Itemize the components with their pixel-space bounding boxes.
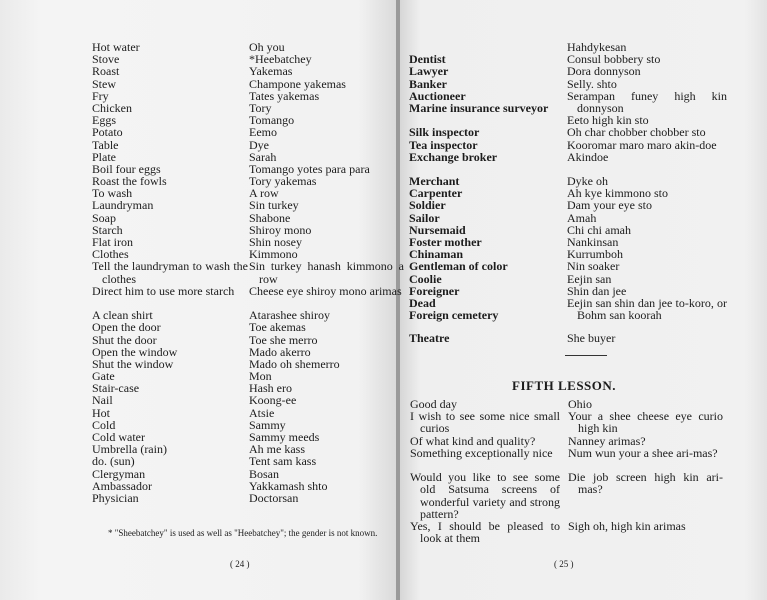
- section-divider: [565, 355, 607, 356]
- japanese-term: Sammy: [249, 417, 286, 432]
- english-term: Tell the laundryman to wash the clothes: [92, 259, 248, 286]
- japanese-term: Mado akerro: [249, 344, 311, 359]
- japanese-term: Kooromar maro maro akin-doe: [567, 137, 717, 152]
- english-term: Coolie: [409, 271, 442, 286]
- lesson-dialogue-table: [410, 397, 723, 546]
- vocab-row: [92, 114, 396, 126]
- japanese-term: Kimmono: [249, 247, 298, 262]
- japanese-term: Sammy meeds: [249, 430, 320, 445]
- vocab-row: [92, 78, 396, 90]
- japanese-term: Eemo: [249, 125, 277, 140]
- english-term: Sailor: [409, 210, 440, 225]
- lesson-heading: FIFTH LESSON.: [512, 378, 617, 393]
- english-term: Nail: [92, 393, 113, 408]
- english-term: Potato: [92, 125, 123, 140]
- dialogue-row: [410, 445, 718, 471]
- english-term: Gate: [92, 369, 115, 384]
- vocab-row: [92, 334, 396, 346]
- english-phrase: Yes, I should be pleased to look at them: [410, 518, 560, 546]
- japanese-term: Mado oh shemerro: [249, 356, 340, 371]
- footnote: * "Sheebatchey" is used as well as "Heebatchey"; the gender is not known.: [108, 528, 378, 538]
- japanese-term: A row: [249, 186, 279, 201]
- japanese-term: Hash ero: [249, 381, 292, 396]
- japanese-term: Doctorsan: [249, 490, 299, 505]
- english-term: Chicken: [92, 100, 132, 115]
- english-term: Shut the window: [92, 356, 174, 371]
- english-term: Soldier: [409, 198, 446, 213]
- english-term: Clothes: [92, 247, 129, 262]
- vocab-row: [92, 358, 396, 370]
- japanese-term: Eeto high kin sto: [567, 113, 649, 128]
- japanese-term: Champone yakemas: [249, 76, 346, 91]
- japanese-term: Ah kye kimmono sto: [567, 186, 668, 201]
- english-term: Dentist: [409, 52, 446, 67]
- japanese-term: Shiroy mono: [249, 222, 312, 237]
- japanese-term: Tates yakemas: [249, 88, 320, 103]
- japanese-term: Amah: [567, 210, 597, 225]
- english-phrase: I wish to see some nice small curios: [410, 409, 560, 436]
- english-term: Hot: [92, 405, 110, 420]
- vocab-row: [92, 455, 396, 467]
- english-term: Gentleman of color: [409, 259, 508, 274]
- japanese-term: Tomango: [249, 113, 295, 128]
- japanese-term: Atsie: [249, 405, 275, 420]
- english-term: Marine insurance surveyor: [409, 100, 549, 115]
- vocab-row: [409, 212, 699, 224]
- english-term: Plate: [92, 149, 116, 164]
- japanese-term: Hahdykesan: [567, 40, 627, 54]
- japanese-phrase: Sigh oh, high kin arimas: [568, 518, 686, 533]
- japanese-term: Kurrumboh: [567, 247, 623, 262]
- japanese-term: Cheese eye shiroy mono arimas: [249, 283, 402, 298]
- vocab-row: [92, 53, 396, 65]
- english-term: Foreign cemetery: [409, 308, 499, 323]
- left-vocab-table: [92, 40, 404, 505]
- vocab-row: [409, 321, 699, 332]
- japanese-term: Oh char chobber chobber sto: [567, 125, 706, 140]
- vocab-row: [92, 468, 396, 480]
- vocab-row: [92, 443, 396, 455]
- english-term: Auctioneer: [409, 88, 466, 103]
- english-term: Shut the door: [92, 332, 157, 347]
- japanese-term: Tomango yotes para para: [249, 161, 370, 176]
- english-phrase: Good day: [410, 397, 457, 411]
- japanese-term: Shin nosey: [249, 235, 303, 249]
- vocab-row: [92, 212, 396, 224]
- vocab-row: [409, 137, 717, 152]
- vocab-row: [92, 65, 396, 77]
- japanese-term: She buyer: [567, 331, 616, 346]
- japanese-term: Chi chi amah: [567, 222, 631, 237]
- japanese-phrase: Ohio: [568, 397, 592, 411]
- japanese-term: Nin soaker: [567, 259, 620, 274]
- japanese-term: Yakkamash shto: [249, 478, 328, 493]
- english-phrase: Of what kind and quality?: [410, 433, 536, 448]
- vocab-row: [409, 125, 706, 140]
- right-vocab-table: [409, 40, 727, 346]
- english-term: Dead: [409, 295, 436, 310]
- page-number-left: ( 24 ): [230, 559, 250, 569]
- japanese-phrase: Die job screen high kin ari-mas?: [568, 470, 723, 497]
- japanese-term: Tory: [249, 100, 272, 115]
- japanese-term: Yakemas: [249, 64, 293, 79]
- vocab-row: [92, 407, 396, 419]
- english-term: do. (sun): [92, 454, 135, 469]
- english-phrase: Something exceptionally nice: [410, 445, 553, 460]
- english-term: Table: [92, 137, 119, 152]
- english-term: Open the window: [92, 344, 178, 359]
- vocab-row: [92, 224, 396, 236]
- english-term: Eggs: [92, 113, 116, 128]
- japanese-phrase: Nanney arimas?: [568, 433, 646, 448]
- english-term: Starch: [92, 222, 123, 237]
- japanese-term: Atarashee shiroy: [249, 308, 330, 323]
- vocab-row: [92, 236, 396, 248]
- japanese-term: Sin turkey: [249, 198, 299, 213]
- japanese-term: Nankinsan: [567, 235, 619, 250]
- english-term: Stew: [92, 76, 116, 91]
- english-term: Foster mother: [409, 235, 482, 250]
- english-term: Lawyer: [409, 64, 449, 79]
- japanese-term: Koong-ee: [249, 393, 297, 408]
- japanese-term: Ah me kass: [249, 442, 305, 457]
- vocab-row: [409, 199, 699, 211]
- english-term: Roast: [92, 64, 120, 79]
- japanese-term: Toe she merro: [249, 332, 318, 347]
- japanese-term: Tory yakemas: [249, 174, 317, 189]
- japanese-term: Dye: [249, 137, 269, 152]
- english-term: Stair-case: [92, 381, 140, 396]
- english-term: Fry: [92, 88, 109, 103]
- japanese-term: Toe akemas: [249, 320, 306, 335]
- english-term: Merchant: [409, 174, 460, 189]
- vocab-row: [409, 332, 699, 344]
- english-term: Cold: [92, 417, 116, 432]
- english-term: Open the door: [92, 320, 161, 335]
- japanese-term: Sin turkey hanash kimmono a row: [249, 259, 404, 286]
- dialogue-row: [410, 470, 723, 521]
- japanese-term: Dyke oh: [567, 174, 608, 189]
- english-term: Clergyman: [92, 466, 146, 481]
- vocab-row: [92, 139, 396, 151]
- japanese-term: Dora donnyson: [567, 64, 641, 79]
- vocab-row: [409, 309, 699, 321]
- japanese-term: Sarah: [249, 149, 277, 164]
- english-term: To wash: [92, 186, 133, 201]
- vocab-row: [92, 321, 396, 333]
- english-term: Umbrella (rain): [92, 442, 167, 457]
- vocab-row: [409, 273, 699, 285]
- vocab-row: [409, 151, 699, 175]
- japanese-term: Mon: [249, 369, 272, 384]
- page-number-right: ( 25 ): [554, 559, 574, 569]
- dialogue-row: [410, 435, 710, 447]
- english-term: Banker: [409, 76, 448, 91]
- english-term: Boil four eggs: [92, 161, 161, 176]
- vocab-row: [92, 175, 396, 187]
- english-term: Silk inspector: [409, 125, 480, 140]
- vocab-row: [92, 283, 402, 309]
- vocab-row: [92, 41, 396, 53]
- english-term: Ambassador: [92, 478, 152, 493]
- english-term: Foreigner: [409, 283, 460, 298]
- japanese-term: Eejin san shin dan jee to-koro, or Bohm san koorah: [567, 295, 727, 323]
- english-term: Laundryman: [92, 198, 154, 213]
- vocab-row: [92, 259, 404, 286]
- english-term: Roast the fowls: [92, 174, 167, 189]
- vocab-row: [92, 394, 396, 406]
- vocab-row: [92, 90, 396, 102]
- vocab-row: [409, 78, 699, 90]
- japanese-term: Eejin san: [567, 271, 612, 286]
- english-term: Theatre: [409, 331, 450, 346]
- japanese-term: Akindoe: [567, 149, 609, 164]
- japanese-term: *Heebatchey: [249, 52, 312, 67]
- english-term: Hot water: [92, 40, 140, 54]
- vocab-row: [92, 382, 396, 394]
- japanese-term: Serampan funey high kin donnyson: [567, 88, 727, 115]
- english-term: Cold water: [92, 430, 145, 445]
- japanese-term: Bosan: [249, 466, 279, 481]
- english-term: Nursemaid: [409, 222, 466, 237]
- english-term: Flat iron: [92, 235, 133, 249]
- english-term: Physician: [92, 490, 139, 505]
- vocab-row: [409, 102, 699, 114]
- japanese-term: Shin dan jee: [567, 283, 627, 298]
- vocab-row: [92, 102, 396, 114]
- english-term: Chinaman: [409, 247, 464, 262]
- japanese-term: Oh you: [249, 40, 285, 54]
- vocab-row: [92, 199, 396, 211]
- japanese-term: Selly. shto: [567, 76, 617, 91]
- english-term: Soap: [92, 210, 116, 225]
- japanese-term: Dam your eye sto: [567, 198, 652, 213]
- japanese-term: Consul bobbery sto: [567, 52, 661, 67]
- japanese-term: Tent sam kass: [249, 454, 317, 469]
- japanese-term: Shabone: [249, 210, 291, 225]
- english-term: Tea inspector: [409, 137, 478, 152]
- vocab-row: [409, 260, 699, 272]
- dialogue-row: [410, 409, 723, 436]
- vocab-row: [92, 492, 396, 504]
- english-term: Direct him to use more starch: [92, 283, 235, 298]
- vocab-row: [409, 53, 699, 65]
- vocab-row: [409, 187, 699, 199]
- vocab-row: [92, 126, 396, 138]
- english-term: A clean shirt: [92, 308, 153, 323]
- english-phrase: Would you like to see some old Satsuma screens of wonderful variety and strong pattern?: [410, 470, 560, 521]
- english-term: Exchange broker: [409, 149, 498, 164]
- japanese-phrase: Num wun your a shee ari-mas?: [568, 445, 718, 460]
- dialogue-row: [410, 520, 710, 544]
- japanese-phrase: Your a shee cheese eye curio high kin: [568, 409, 723, 436]
- english-term: Stove: [92, 52, 120, 67]
- english-term: Carpenter: [409, 186, 463, 201]
- vocab-row: [409, 65, 699, 77]
